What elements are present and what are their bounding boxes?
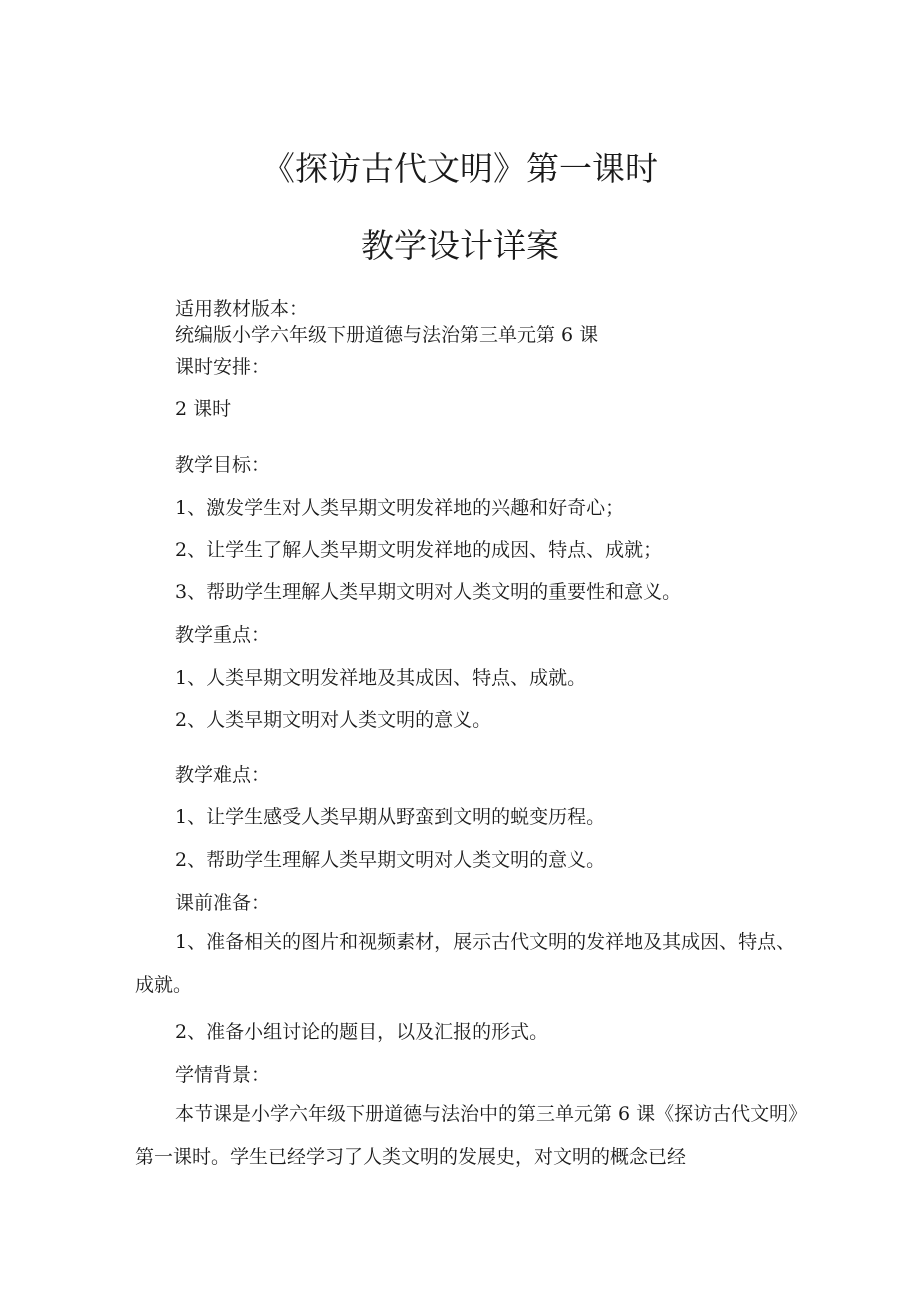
background-paragraph: 本节课是小学六年级下册道德与法治中的第三单元第 6 课《探访古代文明》第一课时。学生已经学习了人类文明的发展史，对文明的概念已经	[135, 1103, 798, 1168]
preparation-label: 课前准备：	[175, 892, 271, 914]
preparation-item: 2、准备小组讨论的题目，以及汇报的形式。	[175, 1021, 549, 1043]
schedule-value: 2 课时	[175, 398, 232, 420]
objective-item: 1、激发学生对人类早期文明发祥地的兴趣和好奇心；	[175, 497, 625, 519]
textbook-value: 统编版小学六年级下册道德与法治第三单元第 6 课	[175, 324, 599, 346]
key-point-item: 2、人类早期文明对人类文明的意义。	[175, 709, 492, 731]
difficulty-item: 2、帮助学生理解人类早期文明对人类文明的意义。	[175, 849, 606, 871]
title-line-1: 《探访古代文明》第一课时	[262, 149, 658, 188]
key-point-item: 1、人类早期文明发祥地及其成因、特点、成就。	[175, 667, 587, 689]
difficulties-label: 教学难点：	[175, 764, 271, 786]
textbook-label: 适用教材版本：	[175, 298, 309, 320]
objectives-label: 教学目标：	[175, 454, 271, 476]
schedule-label: 课时安排：	[175, 356, 271, 378]
objective-item: 2、让学生了解人类早期文明发祥地的成因、特点、成就；	[175, 539, 663, 561]
difficulty-item: 1、让学生感受人类早期从野蛮到文明的蜕变历程。	[175, 806, 606, 828]
key-points-label: 教学重点：	[175, 624, 271, 646]
objective-item: 3、帮助学生理解人类早期文明对人类文明的重要性和意义。	[175, 581, 682, 603]
title-line-2: 教学设计详案	[361, 226, 559, 265]
preparation-item: 1、准备相关的图片和视频素材，展示古代文明的发祥地及其成因、特点、成就。	[135, 931, 796, 996]
background-label: 学情背景：	[175, 1064, 271, 1086]
